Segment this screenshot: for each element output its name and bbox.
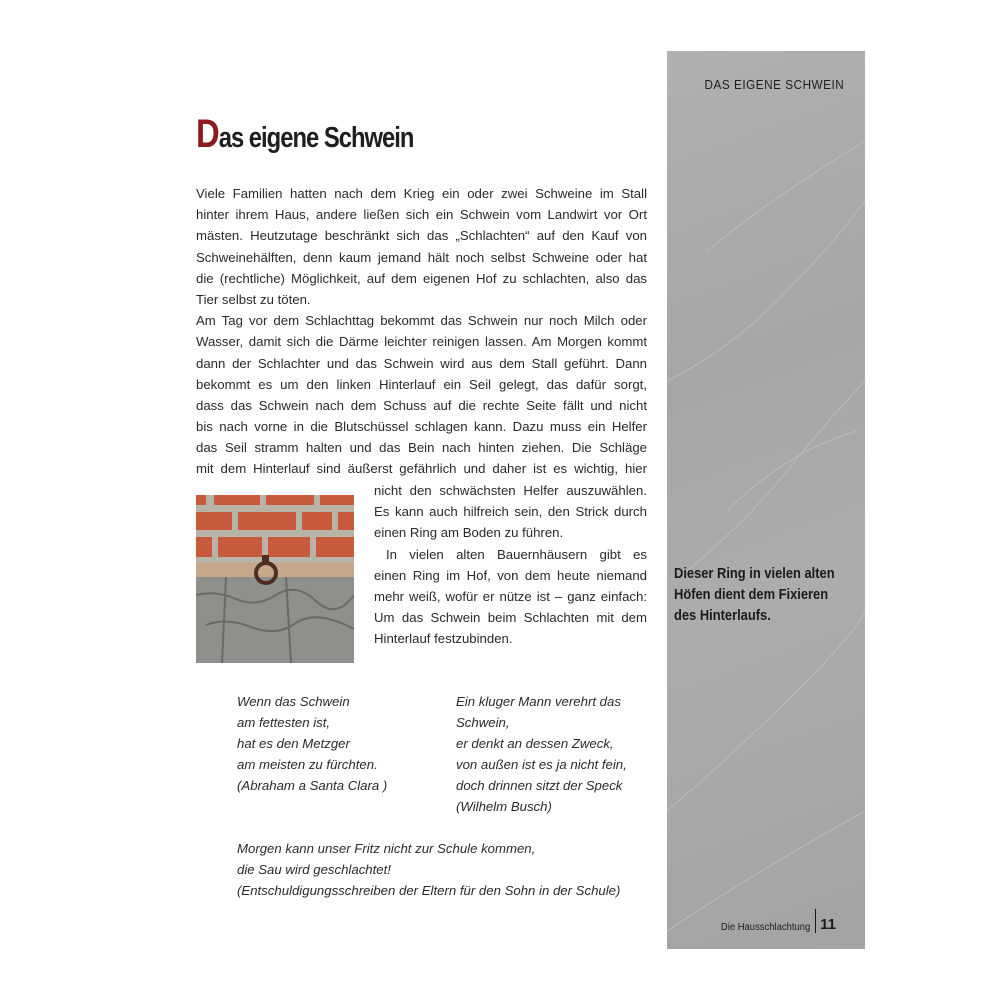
slate-texture [667, 51, 865, 949]
quote-line: die Sau wird geschlachtet! [237, 862, 391, 877]
quote-line: Wenn das Schwein [237, 694, 350, 709]
text-line: dass das Schwein nach dem Schuss auf die rechte Seite fällt und nicht [196, 397, 647, 413]
quote-abraham [237, 691, 387, 796]
quote-line: von außen ist es ja nicht fein, [456, 757, 627, 772]
text-line: das Seil stramm halten und das Bein nach hinten ziehen. Die Schläge [196, 440, 647, 456]
ring-photo [196, 495, 354, 663]
quote-busch [456, 691, 627, 817]
text-line: In vielen alten Bauernhäusern gibt es [386, 546, 647, 562]
quote-line: hat es den Metzger [237, 736, 350, 751]
quote-line: (Entschuldigungsschreiben der Eltern für den Sohn in der Schule) [237, 883, 621, 898]
quote-excuse-note [237, 838, 620, 901]
text-line: Schweinehälften, denn kaum jemand hält noch selbst Schweine oder hat [196, 249, 647, 265]
text-line: hinter ihrem Haus, andere ließen sich ein Schwein vom Landwirt vor Ort [196, 207, 647, 223]
caption-line: Dieser Ring in vielen alten [674, 565, 835, 582]
chapter-name: Die Hausschlachtung [721, 921, 811, 933]
text-line: Es kann auch hilfreich sein, den Strick durch [374, 504, 647, 520]
page-title [196, 112, 413, 157]
quote-line: Morgen kann unser Fritz nicht zur Schule kommen, [237, 841, 536, 856]
footer-divider [815, 909, 817, 933]
drop-cap: D [196, 112, 219, 156]
text-line: Am Tag vor dem Schlachttag bekommt das Schwein nur noch Milch oder [196, 313, 647, 329]
quote-line: am fettesten ist, [237, 715, 331, 730]
text-line: mehr weiß, wofür er nütze ist – ganz einfach: [374, 588, 647, 604]
text-line: nicht den schwächsten Helfer auszuwählen. [374, 483, 647, 498]
quote-line: Ein kluger Mann verehrt das [456, 694, 621, 709]
image-caption [674, 563, 835, 626]
title-text: as eigene Schwein [218, 122, 414, 154]
text-line: Wasser, damit sich die Därme leichter reinigen lassen. Am Morgen kommt [196, 334, 647, 350]
text-line: dann der Schlachter und das Schwein wird aus dem Stall geführt. Dann [196, 355, 647, 371]
text-line: Tier selbst zu töten. [196, 291, 311, 307]
text-line: mästen. Heutzutage beschränkt sich das „Schlachten“ auf den Kauf von [196, 228, 647, 244]
text-line: Hinterlauf festzubinden. [374, 631, 513, 647]
caption-line: Höfen dient dem Fixieren [674, 586, 829, 603]
text-line: bis nach vorne in die Blutschüssel schlagen kann. Dazu muss ein Helfer [196, 419, 647, 435]
sidebar-panel [667, 51, 865, 949]
sidebar-header: DAS EIGENE SCHWEIN [704, 77, 844, 92]
quote-line: doch drinnen sitzt der Speck [456, 778, 623, 793]
quote-line: am meisten zu fürchten. [237, 757, 378, 772]
text-line: einen Ring am Boden zu führen. [374, 525, 564, 541]
paragraph-1 [196, 183, 647, 480]
text-line: Um das Schwein beim Schlachten mit dem [374, 610, 647, 626]
text-line: Viele Familien hatten nach dem Krieg ein oder zwei Schweine im Stall [196, 186, 647, 201]
text-line: die (rechtliche) Möglichkeit, auf dem eigenen Hof zu schlachten, also das [196, 270, 647, 286]
text-line: mit dem Hinterlauf sind äußerst gefährlich und daher ist es wichtig, hier [196, 461, 647, 477]
quote-line: (Abraham a Santa Clara ) [237, 778, 388, 793]
page-footer [711, 909, 836, 933]
text-line: einen Ring im Hof, von dem heute niemand [374, 567, 647, 583]
caption-line: des Hinterlaufs. [674, 607, 771, 624]
quote-line: (Wilhelm Busch) [456, 799, 552, 814]
text-line: bekommt es um den linken Hinterlauf ein Seil gelegt, das dafür sorgt, [196, 376, 647, 392]
quote-line: er denkt an dessen Zweck, [456, 736, 614, 751]
page-number: 11 [820, 916, 836, 933]
paragraph-wrap [374, 480, 647, 650]
quote-line: Schwein, [456, 715, 510, 730]
